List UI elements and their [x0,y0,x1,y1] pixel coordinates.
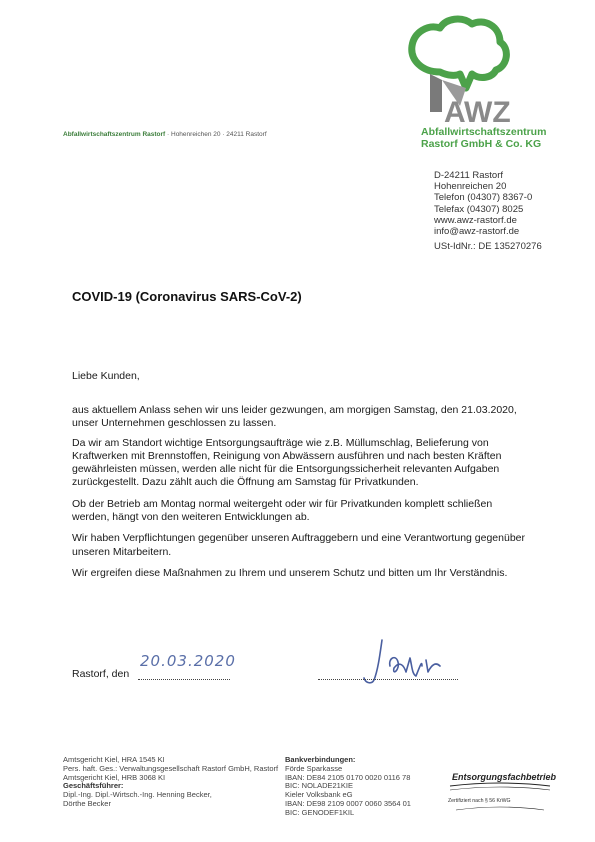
contact-block [434,170,542,252]
footer-line: Amtsgericht Kiel, HRA 1545 KI [63,755,165,764]
letter-greeting: Liebe Kunden, [72,370,140,382]
date-line [138,679,230,680]
bank-line: IBAN: DE84 2105 0170 0020 0116 78 [285,772,411,782]
bank-line: IBAN: DE98 2109 0007 0060 3564 01 [285,798,411,808]
company-name [421,126,546,150]
letter-paragraph: Da wir am Standort wichtige Entsorgungsaufträge wie z.B. Müllumschlag, Belieferung von Kraftwerken mit Brennstoffen, Reinigung von Abwässern ausführen und nach besten Kräften gewährleisten müssen, werden alle nicht für die Entsorgungssicherheit relevanten Aufgaben zurückgestellt. Dazu zählt auch die Öffnung am Samstag für Privatkunden. [72,436,502,489]
company-name-line2: Rastorf GmbH & Co. KG [421,138,542,150]
contact-website: www.awz-rastorf.de [434,214,517,226]
letter-paragraph: Wir haben Verpflichtungen gegenüber unseren Auftraggebern und eine Verantwortung gegenüber unseren Mitarbeitern. [72,532,526,558]
contact-phone: Telefon (04307) 8367-0 [434,192,533,204]
footer-line: Dipl.-Ing. Dipl.-Wirtsch.-Ing. Henning Becker, [63,790,212,800]
bank-line: Kieler Volksbank eG [285,790,353,800]
bank-heading: Bankverbindungen: [285,755,356,764]
contact-line: Hohenreichen 20 [434,181,507,193]
bank-line: BIC: NOLADE21KIE [285,781,353,791]
letter-paragraph: aus aktuellem Anlass sehen wir uns leider gezwungen, am morgigen Samstag, den 21.03.2020, unser Unternehmen geschlossen zu lassen. [72,404,517,430]
logo-text: AWZ [444,96,511,124]
signature-line [318,679,458,680]
footer-line: Pers. haft. Ges.: Verwaltungsgesellschaft Rastorf GmbH, Rastorf [63,763,279,773]
certificate-subtitle: Zertifiziert nach § 56 KrWG [448,798,511,804]
letter-subject: COVID-19 (Coronavirus SARS-CoV-2) [72,289,302,304]
contact-fax: Telefax (04307) 8025 [434,203,524,215]
letter-paragraph: Wir ergreifen diese Maßnahmen zu Ihrem und unserem Schutz und bitten um Ihr Verständnis. [72,566,508,579]
vat-id: USt-IdNr.: DE 135270276 [434,241,542,253]
sender-name: Abfallwirtschaftszentrum Rastorf [63,131,166,138]
footer-line: Dörthe Becker [63,798,111,808]
letter-paragraph: Ob der Betrieb am Montag normal weitergeht oder wir für Privatkunden komplett schließen werden, hängt von den weiteren Entwicklungen ab. [72,497,493,524]
footer-legal [63,756,278,809]
letter-body [72,404,527,588]
footer-heading: Geschäftsführer: [63,781,124,791]
certificate-title: Entsorgungsfachbetrieb [452,772,557,782]
company-name-line1: Abfallwirtschaftszentrum [421,126,547,138]
bank-line: Förde Sparkasse [285,763,343,773]
contact-line: D-24211 Rastorf [434,170,503,181]
footer-line: Amtsgericht Kiel, HRB 3068 KI [63,772,166,782]
sender-address-line [63,131,267,138]
contact-email: info@awz-rastorf.de [434,226,520,238]
footer-bank [285,756,411,818]
awz-logo [400,14,520,124]
place-label: Rastorf, den [72,668,130,680]
handwritten-date: 20.03.2020 [140,652,236,670]
sender-address: · Hohenreichen 20 · 24211 Rastorf [165,131,267,138]
bank-line: BIC: GENODEF1KIL [285,807,355,817]
